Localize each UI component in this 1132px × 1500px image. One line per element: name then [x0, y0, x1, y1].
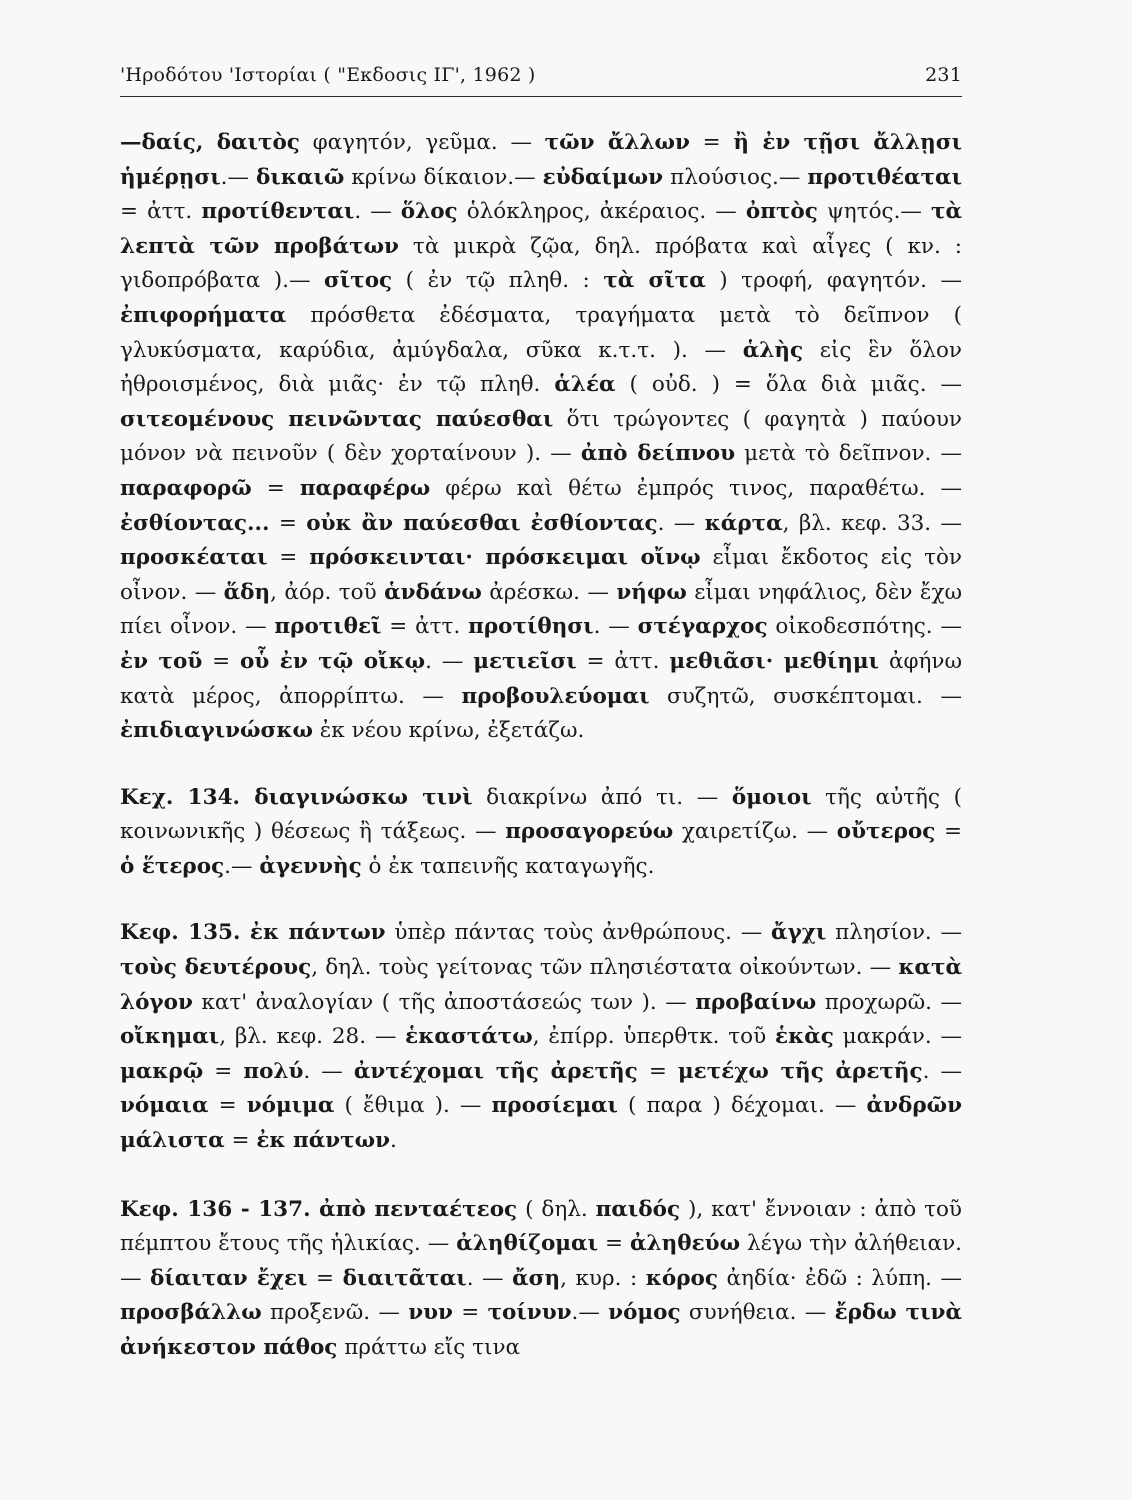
gloss: =	[307, 1265, 343, 1291]
paragraph-chapter-136-137	[120, 1193, 962, 1366]
lemma: οἴκημαι	[120, 1024, 220, 1050]
gloss: . —	[425, 648, 474, 674]
lemma: πρόσκεινται· πρόσκειμαι οἴνῳ	[309, 545, 701, 571]
lemma: σιτεομένους πεινῶντας παύεσθαι	[120, 406, 554, 432]
lemma: τὰ σῖτα	[603, 268, 706, 294]
lemma: ἀληθίζομαι	[456, 1231, 598, 1257]
paragraph-chapter-134	[120, 781, 962, 885]
lemma: προτίθενται	[201, 199, 355, 225]
gloss: =	[208, 1093, 247, 1119]
lemma: μακρῷ	[120, 1058, 204, 1084]
lemma: νυν	[408, 1300, 453, 1326]
gloss: πλούσιος.—	[663, 164, 808, 190]
gloss: συνήθεια. —	[680, 1300, 835, 1326]
lemma: παραφορῶ	[120, 475, 252, 501]
lemma: οὐκ ἂν παύεσθαι ἐσθίοντας	[306, 510, 658, 536]
lemma: ὀπτὸς	[745, 199, 818, 225]
lemma: ἀνδρῶν μάλιστα	[120, 1093, 963, 1154]
lemma: ἔρδω τινὰ ἀνήκεστον πάθος	[120, 1300, 963, 1360]
gloss: . —	[593, 614, 638, 640]
gloss: κατ' ἀναλογίαν ( τῆς ἀποστάσεώς των ). —	[192, 989, 696, 1015]
lemma: ἐπιδιαγινώσκω	[120, 718, 313, 744]
gloss: , δηλ. τοὺς γείτονας τῶν πλησιέστατα οἰκούντων. —	[311, 955, 899, 981]
lemma: προσκέαται	[120, 545, 268, 571]
gloss: =	[202, 648, 241, 674]
lemma: προσβάλλω	[120, 1300, 262, 1326]
gloss: , βλ. κεφ. 33. —	[782, 510, 963, 536]
gloss: ἐκ νέου κρίνω, ἐξετάζω.	[312, 718, 585, 744]
gloss: τὰ μικρὰ ζῷα, δηλ. πρόβατα καὶ αἶγες ( κν. : γιδοπρόβατα ).—	[120, 233, 962, 294]
lemma: δικαιῶ	[256, 164, 345, 190]
gloss: διακρίνω ἀπό τι. —	[472, 784, 732, 810]
gloss: ὑπὲρ πάντας τοὺς ἀνθρώπους. —	[385, 920, 772, 946]
gloss: μακράν. —	[833, 1024, 962, 1050]
lemma: ἐσθίοντας...	[120, 510, 270, 536]
lemma: νόμος	[608, 1300, 681, 1326]
lemma: προσίεμαι	[491, 1093, 618, 1119]
gloss: εἶμαι νηφάλιος, δὲν ἔχω πίει οἶνον. —	[120, 579, 963, 640]
gloss: κρίνω δίκαιον.—	[344, 164, 543, 190]
lemma: ἄση	[512, 1265, 561, 1291]
gloss: ἀηδία· ἐδῶ : λύπη. —	[717, 1265, 962, 1291]
gloss: .—	[220, 164, 257, 190]
lemma: προβουλεύομαι	[461, 683, 650, 709]
lemma: ἁλὴς	[742, 337, 804, 363]
gloss: οἰκοδεσπότης. —	[767, 614, 962, 640]
commentary-body	[120, 126, 962, 1366]
lemma: τοίνυν	[487, 1300, 572, 1326]
gloss: ὁλόκληρος, ἀκέραιος. —	[457, 199, 746, 225]
gloss: ( ἔθιμα ). —	[334, 1093, 492, 1119]
gloss: = ἀττ.	[381, 614, 469, 640]
lemma: ἐν τοῦ	[120, 648, 203, 674]
gloss: =	[452, 1300, 488, 1326]
gloss: =	[203, 1058, 244, 1084]
lemma: μετέχω τῆς ἀρετῆς	[677, 1058, 923, 1084]
lemma: τῶν ἄλλων	[544, 130, 690, 155]
gloss: ἀρέσκω. —	[481, 579, 617, 605]
gloss: ) τροφή, φαγητόν. —	[705, 268, 962, 294]
lemma: ἑκὰς	[775, 1024, 834, 1050]
lemma: δίαιταν ἔχει	[150, 1265, 308, 1291]
lemma: κόρος	[645, 1265, 718, 1291]
lemma: Κεφ. 135. ἐκ πάντων	[120, 920, 386, 946]
gloss: ( ἐν τῷ πληθ. :	[392, 268, 604, 294]
gloss: =	[267, 545, 310, 571]
gloss: μετὰ τὸ δεῖπνον. —	[735, 441, 963, 467]
lemma: οὗ ἐν τῷ οἴκῳ	[240, 648, 426, 674]
lemma: παιδός	[595, 1196, 681, 1222]
lemma: κάρτα	[704, 510, 783, 536]
lemma: νήφω	[616, 579, 687, 605]
gloss: =	[935, 819, 962, 845]
gloss: προχωρῶ. —	[816, 989, 963, 1015]
lemma: ἁλέα	[554, 372, 616, 398]
lemma: προτίθησι	[468, 614, 594, 640]
lemma: προβαίνω	[695, 989, 817, 1015]
gloss: , ἐπίρρ. ὑπερθτκ. τοῦ	[532, 1024, 776, 1050]
lemma: παραφέρω	[299, 475, 431, 501]
lemma: ἐπιφορήματα	[120, 302, 287, 328]
gloss: χαιρετίζω. —	[673, 819, 837, 845]
gloss: , κυρ. :	[560, 1265, 646, 1291]
lemma: μετιεῖσι	[473, 648, 577, 674]
gloss: ), κατ' ἔννοιαν : ἀπὸ τοῦ πέμπτου ἔτους τῆς ἡλικίας. —	[120, 1196, 962, 1257]
running-title: 'Ηροδότου 'Ιστορίαι ( "Εκδοσις ΙΓ', 1962 )	[120, 64, 536, 86]
lemma: ὁ ἕτερος	[120, 853, 225, 879]
gloss: =	[637, 1058, 678, 1084]
gloss: .—	[571, 1300, 609, 1326]
gloss: .—	[224, 853, 260, 879]
gloss: =	[251, 475, 300, 501]
gloss: ψητός.—	[817, 199, 931, 225]
gloss: πρόσθετα ἐδέσματα, τραγήματα μετὰ τὸ δεῖπνον ( γλυκύσματα, καρύδια, ἀμύγδαλα, σῦκα κ.τ.τ. ). —	[120, 302, 962, 363]
lemma: ἀγεννὴς	[259, 853, 362, 879]
gloss: εἶμαι ἔκδοτος εἰς τὸν οἶνον. —	[120, 545, 962, 605]
lemma: προτιθέαται	[807, 164, 962, 190]
lemma: πολύ	[243, 1058, 304, 1084]
lemma: Κεφ. 136 - 137. ἀπὸ πενταέτεος	[120, 1196, 518, 1222]
gloss: τῆς αὐτῆς ( κοινωνικῆς ) θέσεως ἢ τάξεως. —	[120, 784, 962, 845]
lemma: ἀντέχομαι τῆς ἀρετῆς	[353, 1058, 638, 1084]
lemma: ἐκ πάντων	[256, 1128, 391, 1154]
lemma: ἁνδάνω	[384, 579, 482, 605]
gloss: ὁ ἐκ ταπεινῆς καταγωγῆς.	[361, 853, 655, 879]
gloss: =	[689, 130, 734, 155]
gloss: . —	[657, 510, 705, 536]
gloss: συζητῶ, συσκέπτομαι. —	[649, 683, 962, 709]
gloss: =	[224, 1128, 257, 1154]
paragraph-chapter-135	[120, 916, 962, 1158]
gloss: ( παρα ) δέχομαι. —	[617, 1093, 867, 1119]
lemma: οὔτερος	[836, 819, 936, 845]
gloss: φέρω καὶ θέτω ἐμπρός τινος, παραθέτω. —	[430, 475, 962, 501]
lemma: διαιτᾶται	[342, 1265, 467, 1291]
gloss: . —	[303, 1058, 354, 1084]
lemma: μεθιᾶσι· μεθίημι	[669, 648, 880, 674]
lemma: νόμιμα	[246, 1093, 335, 1119]
gloss: ὅτι τρώγοντες ( φαγητὰ ) παύουν μόνον νὰ πεινοῦν ( δὲν χορταίνουν ). —	[120, 406, 962, 467]
lemma: εὐδαίμων	[542, 164, 664, 190]
lemma: τὰ λεπτὰ τῶν προβάτων	[120, 199, 962, 259]
lemma: ἢ ἐν τῇσι ἄλλῃσι ἡμέρῃσι	[120, 130, 962, 190]
lemma: ἄγχι	[771, 920, 827, 946]
page-header	[120, 64, 962, 97]
paragraph-chapter-133-notes	[120, 126, 962, 749]
gloss: προξενῶ. —	[261, 1300, 409, 1326]
lemma: σῖτος	[324, 268, 393, 294]
gloss: = ἀττ.	[120, 199, 202, 225]
lemma: τοὺς δευτέρους	[120, 955, 312, 981]
gloss: φαγητόν, γεῦμα. —	[299, 130, 545, 155]
lemma: ἑκαστάτω	[405, 1024, 533, 1050]
gloss: ( οὐδ. ) = ὅλα διὰ μιᾶς. —	[615, 372, 962, 398]
lemma: ὅμοιοι	[731, 784, 812, 810]
gloss: . —	[466, 1265, 513, 1291]
lemma: ἅδη	[223, 579, 271, 605]
lemma: ἀπὸ δείπνου	[580, 441, 736, 467]
gloss: λέγω τὴν ἀλήθειαν. —	[120, 1231, 962, 1291]
gloss: = ἀττ.	[576, 648, 670, 674]
lemma: Κεχ. 134. διαγινώσκω τινὶ	[120, 784, 473, 810]
gloss: ( δηλ.	[517, 1196, 596, 1222]
gloss: εἰς ἓν ὅλον ἠθροισμένος, διὰ μιᾶς· ἐν τῷ πληθ.	[120, 337, 962, 398]
lemma: ὅλος	[400, 199, 458, 225]
lemma: νόμαια	[120, 1093, 209, 1119]
gloss: =	[598, 1231, 630, 1257]
gloss: .	[390, 1128, 397, 1154]
page-number: 231	[925, 64, 962, 86]
lemma: προτιθεῖ	[274, 614, 382, 640]
lemma: —δαίς, δαιτὸς	[120, 130, 300, 155]
gloss: πλησίον. —	[826, 920, 963, 946]
gloss: πράττω εἴς τινα	[337, 1335, 521, 1360]
gloss: =	[269, 510, 307, 536]
lemma: κατὰ λόγον	[120, 955, 962, 1015]
gloss: . —	[354, 199, 401, 225]
gloss: , βλ. κεφ. 28. —	[219, 1024, 406, 1050]
gloss: , ἀόρ. τοῦ	[270, 579, 385, 605]
gloss: . —	[922, 1058, 963, 1084]
lemma: στέγαρχος	[637, 614, 768, 640]
lemma: προσαγορεύω	[505, 819, 674, 845]
gloss: ἀφήνω κατὰ μέρος, ἀπορρίπτω. —	[120, 648, 963, 709]
lemma: ἀληθεύω	[630, 1231, 741, 1257]
